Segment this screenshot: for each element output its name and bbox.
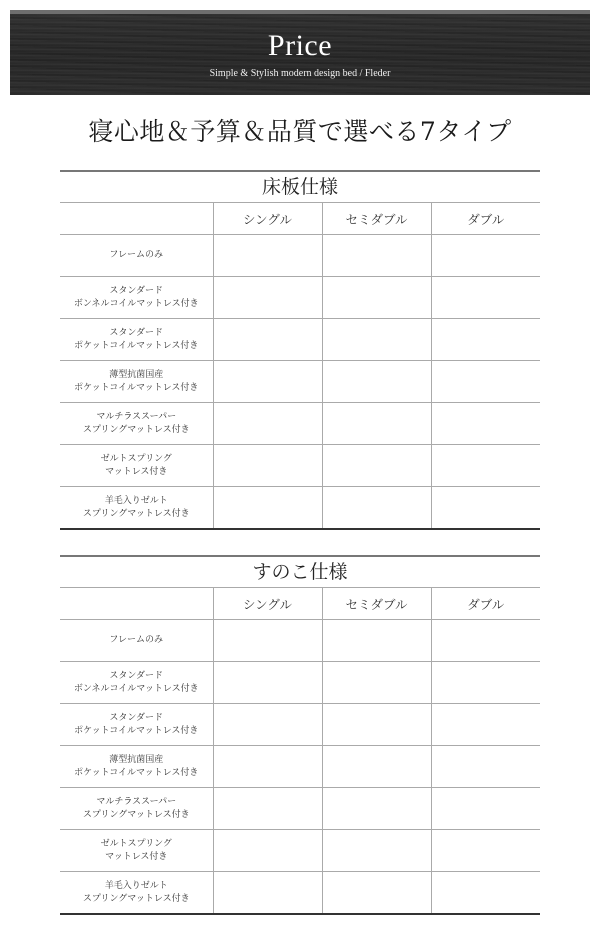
row-label: フレームのみ [60,235,213,277]
price-cell [322,788,431,830]
section-slatted [60,555,540,915]
page-heading: 寝心地＆予算＆品質で選べる7タイプ [88,117,512,146]
price-cell [431,403,540,445]
column-header-semi-double: セミダブル [322,588,431,620]
table-row [60,445,540,487]
column-header-blank [60,203,213,235]
table-row [60,620,540,662]
price-cell [431,704,540,746]
price-banner [10,10,590,95]
price-cell [322,662,431,704]
column-header-single: シングル [213,588,322,620]
price-cell [213,235,322,277]
section-title: 床板仕様 [60,170,540,202]
price-table [60,587,540,915]
column-header-semi-double: セミダブル [322,203,431,235]
price-cell [431,872,540,915]
table-row [60,403,540,445]
table-row [60,788,540,830]
row-label: 薄型抗菌国産 ポケットコイルマットレス付き [60,361,213,403]
table-row [60,361,540,403]
table-row [60,235,540,277]
price-cell [213,620,322,662]
row-label: 羊毛入りゼルト スプリングマットレス付き [60,872,213,915]
price-table [60,202,540,530]
table-header-row [60,203,540,235]
price-cell [213,662,322,704]
table-row [60,830,540,872]
price-cell [322,830,431,872]
row-label: スタンダード ボンネルコイルマットレス付き [60,277,213,319]
price-cell [322,487,431,530]
price-cell [322,746,431,788]
price-cell [431,445,540,487]
price-cell [213,277,322,319]
banner-subtitle: Simple & Stylish modern design bed / Fleder [209,68,391,79]
price-cell [213,746,322,788]
column-header-double: ダブル [431,588,540,620]
price-cell [431,830,540,872]
table-header-row [60,588,540,620]
table-row [60,746,540,788]
price-cell [213,704,322,746]
price-cell [322,704,431,746]
table-row [60,662,540,704]
row-label: ゼルトスプリング マットレス付き [60,445,213,487]
price-cell [322,319,431,361]
price-cell [213,487,322,530]
price-cell [213,872,322,915]
row-label: フレームのみ [60,620,213,662]
row-label: スタンダード ボンネルコイルマットレス付き [60,662,213,704]
price-cell [431,746,540,788]
price-cell [213,319,322,361]
price-cell [322,403,431,445]
price-cell [431,788,540,830]
column-header-blank [60,588,213,620]
price-cell [431,277,540,319]
price-cell [431,620,540,662]
table-row [60,277,540,319]
price-cell [322,620,431,662]
table-row [60,872,540,915]
banner-title: Price [267,29,333,62]
price-cell [322,235,431,277]
price-cell [322,445,431,487]
price-cell [431,361,540,403]
price-cell [322,361,431,403]
price-cell [213,445,322,487]
row-label: マルチラススーパー スプリングマットレス付き [60,788,213,830]
price-cell [322,277,431,319]
row-label: 薄型抗菌国産 ポケットコイルマットレス付き [60,746,213,788]
price-cell [431,487,540,530]
column-header-single: シングル [213,203,322,235]
price-cell [431,662,540,704]
row-label: 羊毛入りゼルト スプリングマットレス付き [60,487,213,530]
section-floorboard [60,170,540,530]
table-row [60,704,540,746]
section-title: すのこ仕様 [60,555,540,587]
row-label: スタンダード ポケットコイルマットレス付き [60,704,213,746]
table-row [60,319,540,361]
price-cell [431,319,540,361]
price-cell [213,403,322,445]
price-cell [213,788,322,830]
price-cell [322,872,431,915]
row-label: スタンダード ポケットコイルマットレス付き [60,319,213,361]
row-label: マルチラススーパー スプリングマットレス付き [60,403,213,445]
column-header-double: ダブル [431,203,540,235]
price-cell [213,830,322,872]
row-label: ゼルトスプリング マットレス付き [60,830,213,872]
table-row [60,487,540,530]
price-cell [431,235,540,277]
price-cell [213,361,322,403]
